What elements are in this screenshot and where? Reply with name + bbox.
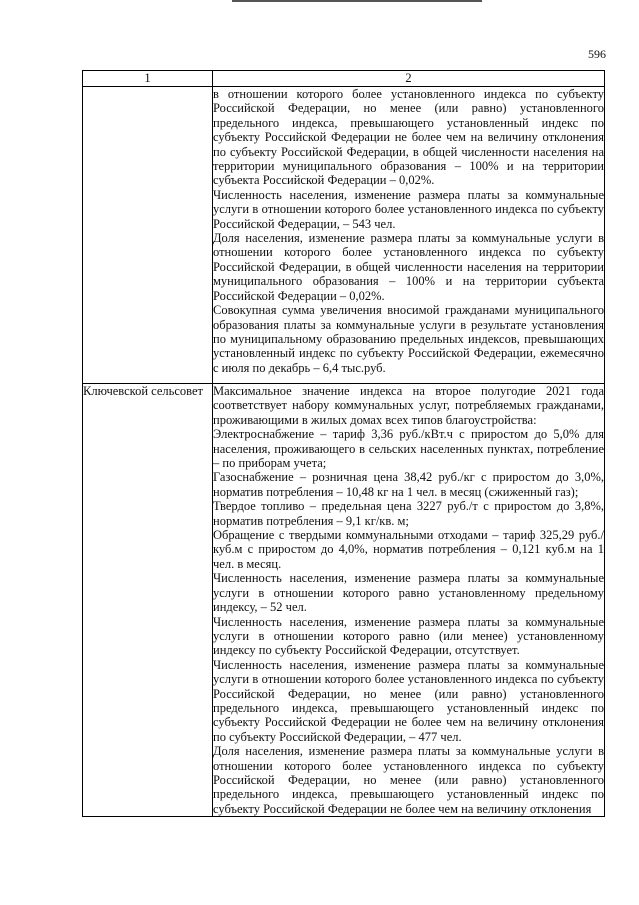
table-row — [83, 384, 605, 817]
paragraph: Численность населения, изменение размера платы за коммунальные услуги в отношении которого равно установленному предельному индексу, – 52 чел. — [213, 571, 604, 615]
paragraph: Газоснабжение – розничная цена 38,42 руб./кг с приростом до 3,0%, норматив потребления – 10,48 кг на 1 чел. в месяц (сжиженный газ); — [213, 470, 604, 499]
paragraph: в отношении которого более установленного индекса по субъекту Российской Федерации, но менее (или равно) установленного предельного индекса, превышающего установленный индекс по субъекту Российской Федерации не более чем на величину отклонения по субъекту Российской Федерации, в общей численности населения на территории муниципального образования – 100% и на территории субъекта Российской Федерации – 0,02%. — [213, 87, 604, 188]
paragraph: Доля населения, изменение размера платы за коммунальные услуги в отношении которого более установленного индекса по субъекту Российской Федерации, но менее (или равно) установленного предельного индекса, превышающего установленный индекс по субъекту Российской Федерации не более чем на величину отклонения — [213, 744, 604, 816]
paragraph: Электроснабжение – тариф 3,36 руб./кВт.ч с приростом до 5,0% для населения, проживающего в сельских населенных пунктах, потребление – по приборам учета; — [213, 427, 604, 471]
column-header-2: 2 — [213, 71, 605, 87]
document-table — [82, 70, 605, 817]
municipality-name-cell: Ключевской сельсовет — [83, 384, 213, 817]
paragraph: Численность населения, изменение размера платы за коммунальные услуги в отношении которого равно (или менее) установленному индексу по субъекту Российской Федерации, отсутствует. — [213, 614, 604, 658]
description-cell — [213, 87, 605, 384]
paragraph: Твердое топливо – предельная цена 3227 руб./т с приростом до 3,8%, норматив потребления – 9,1 кг/кв. м; — [213, 499, 604, 528]
paragraph: Численность населения, изменение размера платы за коммунальные услуги в отношении которого более установленного индекса по субъекту Российской Федерации, но менее (или равно) установленного предельного индекса, превышающего установленный индекс по субъекту Российской Федерации не более чем на величину отклонения по субъекту Российской Федерации, – 477 чел. — [213, 657, 604, 744]
description-cell — [213, 384, 605, 817]
table-row — [83, 87, 605, 384]
paragraph: Обращение с твердыми коммунальными отходами – тариф 325,29 руб./куб.м с приростом до 4,0%, норматив потребления – 0,121 куб.м на 1 чел. в месяц. — [213, 528, 604, 571]
column-header-1: 1 — [83, 71, 213, 87]
paragraph: Доля населения, изменение размера платы за коммунальные услуги в отношении которого более установленного индекса по субъекту Российской Федерации, в общей численности населения на территории муниципального образования – 100% и на территории субъекта Российской Федерации – 0,02%. — [213, 231, 604, 303]
municipality-name-cell — [83, 87, 213, 384]
paragraph: Совокупная сумма увеличения вносимой гражданами муниципального образования платы за коммунальные услуги в результате установления по муниципальному образованию предельных индексов, превышающих установленный индекс по субъекту Российской Федерации, ежемесячно с июля по декабрь – 6,4 тыс.руб. — [213, 303, 604, 375]
table-header-row — [83, 71, 605, 87]
top-rule — [232, 0, 482, 2]
paragraph: Максимальное значение индекса на второе полугодие 2021 года соответствует набору коммунальных услуг, потребляемых гражданами, проживающими в жилых домах всех типов благоустройства: — [213, 384, 604, 427]
page-number: 596 — [588, 47, 606, 61]
paragraph: Численность населения, изменение размера платы за коммунальные услуги в отношении которого более установленного индекса по субъекту Российской Федерации, – 543 чел. — [213, 187, 604, 231]
